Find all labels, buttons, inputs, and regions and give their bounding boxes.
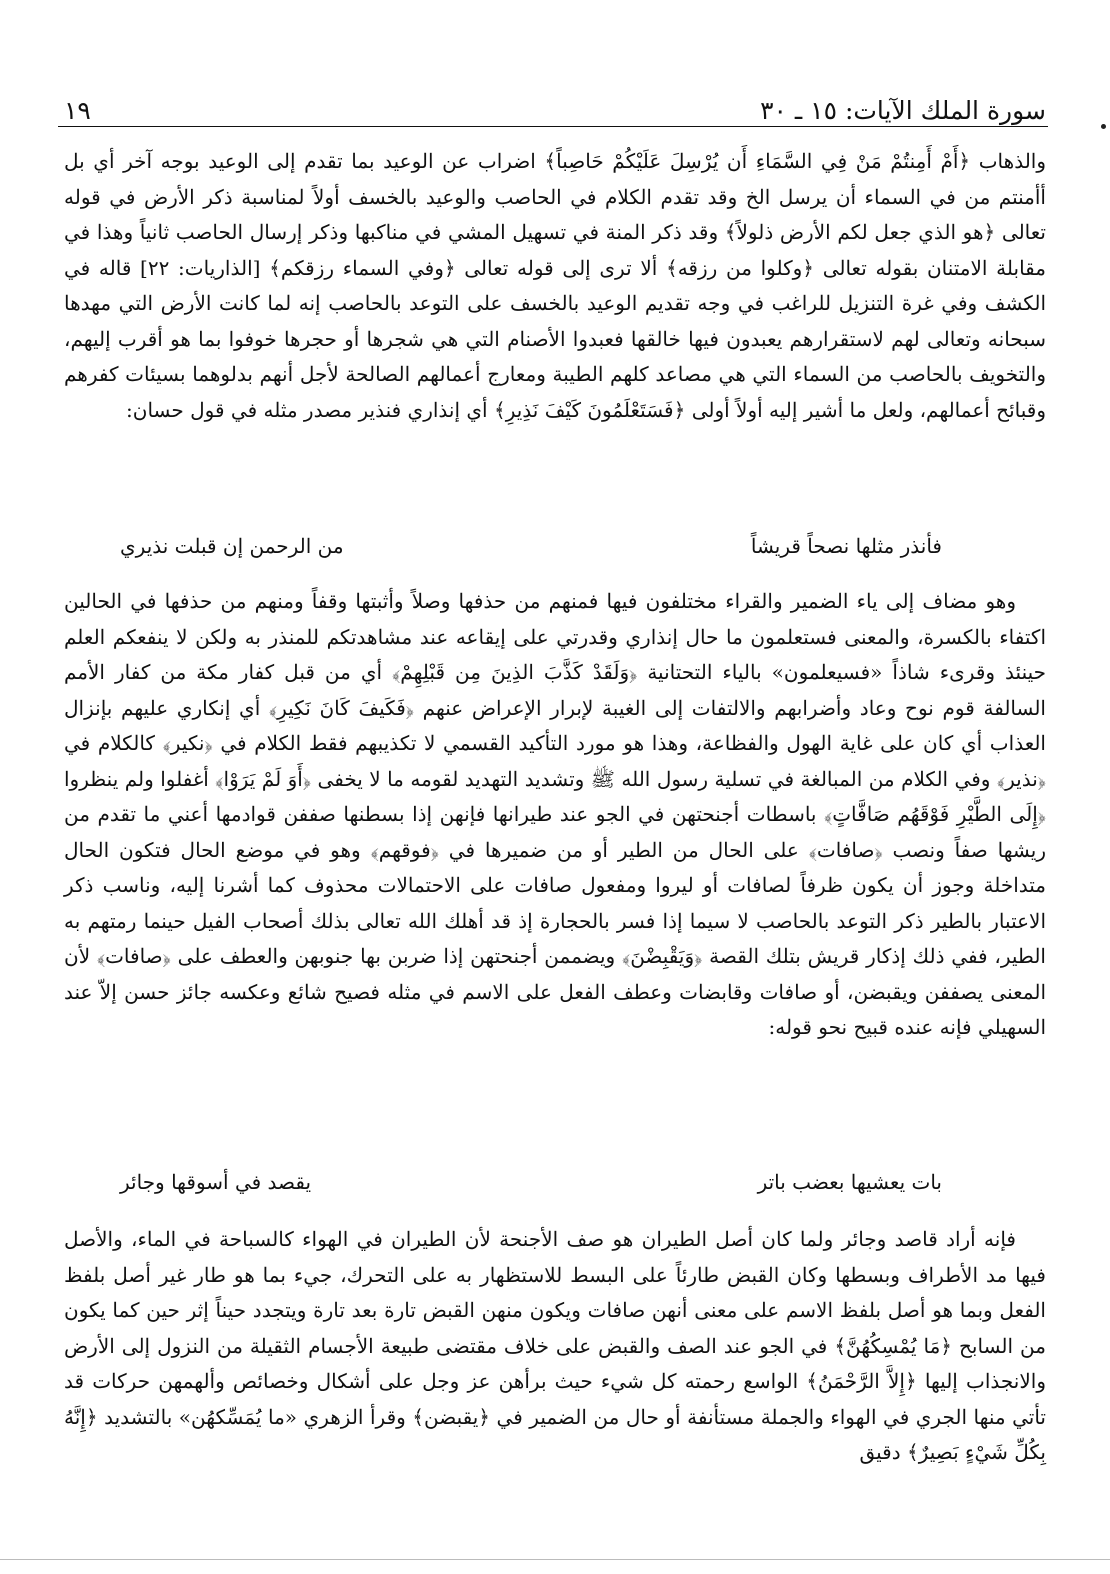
text-block-3: [64, 1222, 1046, 1471]
paragraph: والذهاب ﴿أَمْ أَمِنتُمْ مَنْ فِي السَّمَاءِ أَن يُرْسِلَ عَلَيْكُمْ حَاصِباً﴾ اضراب عن الوعيد بما تقدم إلى الوعيد بوجه آخر أي بل أأمنتم من في السماء أن يرسل الخ وقد تقدم الكلام في الحاصب والوعيد بالخسف أولاً لمناسبة ذكر الأرض في قوله تعالى ﴿هو الذي جعل لكم الأرض ذلولاً﴾ وقد ذكر المنة في تسهيل المشي في مناكبها وذكر إرسال الحاصب ثانياً وهذا في مقابلة الامتنان بقوله تعالى ﴿وكلوا من رزقه﴾ ألا ترى إلى قوله تعالى ﴿وفي السماء رزقكم﴾ [الذاريات: ٢٢] قاله في الكشف وفي غرة التنزيل للراغب في وجه تقديم الوعيد بالخسف على التوعد بالحاصب إنه لما كانت الأرض التي مهدها سبحانه وتعالى لهم لاستقرارهم يعبدون فيها خالقها فعبدوا الأصنام التي هي شجرها أو حجرها خوفوا بما هو أقرب إليهم، والتخويف بالحاصب من السماء التي هي مصاعد كلهم الطيبة ومعارج أعمالهم الصالحة لأجل أنهم بدلوهما بسيئات كفرهم وقبائح أعمالهم، ولعل ما أشير إليه أولاً أولى ﴿فَسَتَعْلَمُونَ كَيْفَ نَذِيرِ﴾ أي إنذاري فنذير مصدر مثله في قول حسان:: [64, 149, 1046, 422]
text-block-2: [64, 584, 1046, 1046]
header-rule: [58, 126, 1048, 127]
scan-edge: [0, 1559, 1110, 1560]
paragraph: فإنه أراد قاصد وجائر ولما كان أصل الطيران هو صف الأجنحة لأن الطيران في الهواء كالسباحة في الماء، والأصل فيها مد الأطراف وبسطها وكان القبض طارئاً على البسط للاستظهار به على التحرك، جيء بما هو طار غير أصل بلفظ الفعل وبما هو أصل بلفظ الاسم على معنى أنهن صافات ويكون منهن القبض تارة بعد تارة ويتجدد حيناً إثر حين كما يكون من السابح ﴿مَا يُمْسِكُهُنَّ﴾ في الجو عند الصف والقبض على خلاف مقتضى طبيعة الأجسام الثقيلة من النزول إلى الأرض والانجذاب إليها ﴿إِلاَّ الرَّحْمَنُ﴾ الواسع رحمته كل شيء حيث برأهن عز وجل على أشكال وخصائص وألهمهن حركات قد تأتي منها الجري في الهواء والجملة مستأنفة أو حال من الضمير في ﴿يقبضن﴾ وقرأ الزهري «ما يُمَسِّكهُن» بالتشديد ﴿إِنَّهُ بِكُلِّ شَيْءٍ بَصِيرٌ﴾ دقيق: [64, 1227, 1046, 1464]
running-title: سورة الملك الآيات: ١٥ ـ ٣٠: [760, 96, 1046, 125]
page-header: [64, 86, 1046, 126]
text-block-1: [64, 144, 1046, 428]
poetry-verse: [120, 530, 942, 562]
verse-hemistich-left: من الرحمن إن قبلت نذيري: [120, 534, 344, 558]
poetry-verse: [120, 1166, 942, 1198]
margin-mark: [1101, 124, 1106, 129]
paragraph: وهو مضاف إلى ياء الضمير والقراء مختلفون فيها فمنهم من حذفها وصلاً وأثبتها وقفاً ومنهم من حذفها في الحالين اكتفاء بالكسرة، والمعنى فستعلمون ما حال إنذاري وقدرتي على إيقاعه عند مشاهدتكم للمنذر به ولكن لا ينفعكم العلم حينئذ وقرىء شاذاً «فسيعلمون» بالياء التحتانية ﴿وَلَقَدْ كَذَّبَ الذِينَ مِن قَبْلِهِمْ﴾ أي من قبل كفار مكة من كفار الأمم السالفة قوم نوح وعاد وأضرابهم والالتفات إلى الغيبة لإبرار الإعراض عنهم ﴿فَكَيفَ كَانَ نَكِيرِ﴾ أي إنكاري عليهم بإنزال العذاب أي كان على غاية الهول والفظاعة، وهذا هو مورد التأكيد القسمي لا تكذيبهم فقط الكلام في ﴿نكير﴾ كالكلام في ﴿نذير﴾ وفي الكلام من المبالغة في تسلية رسول الله ﷺ وتشديد التهديد لقومه ما لا يخفى ﴿أَوَ لَمْ يَرَوْا﴾ أغفلوا ولم ينظروا ﴿إِلَى الطَّيْرِ فَوْقَهُم صَافَّاتٍ﴾ باسطات أجنحتهن في الجو عند طيرانها فإنهن إذا بسطنها صففن قوادمها أعني ما تقدم من ريشها صفاً ونصب ﴿صافات﴾ على الحال من الطير أو من ضميرها في ﴿فوقهم﴾ وهو في موضع الحال فتكون الحال متداخلة وجوز أن يكون ظرفاً لصافات أو ليروا ومفعول صافات على الاحتمالات محذوف كما أشرنا إليه، وناسب ذكر الاعتبار بالطير ذكر التوعد بالحاصب لا سيما إذا فسر بالحجارة إذ قد أهلك الله تعالى بذلك أصحاب الفيل حينما رمتهم به الطير، ففي ذلك إذكار قريش بتلك القصة ﴿وَيَقْبِضْنَ﴾ ويضممن أجنحتهن إذا ضربن بها جنوبهن والعطف على ﴿صافات﴾ لأن المعنى يصففن ويقبضن، أو صافات وقابضات وعطف الفعل على الاسم في مثله فصيح شائع وعكسه جائز حسن إلاّ عند السهيلي فإنه عنده قبيح نحو قوله:: [64, 589, 1047, 1039]
verse-hemistich-right: بات يعشيها بعضب باتر: [757, 1170, 942, 1194]
page-number: ١٩: [64, 96, 91, 125]
verse-hemistich-right: فأنذر مثلها نصحاً قريشاً: [750, 534, 942, 558]
verse-hemistich-left: يقصد في أسوقها وجائر: [120, 1170, 312, 1194]
